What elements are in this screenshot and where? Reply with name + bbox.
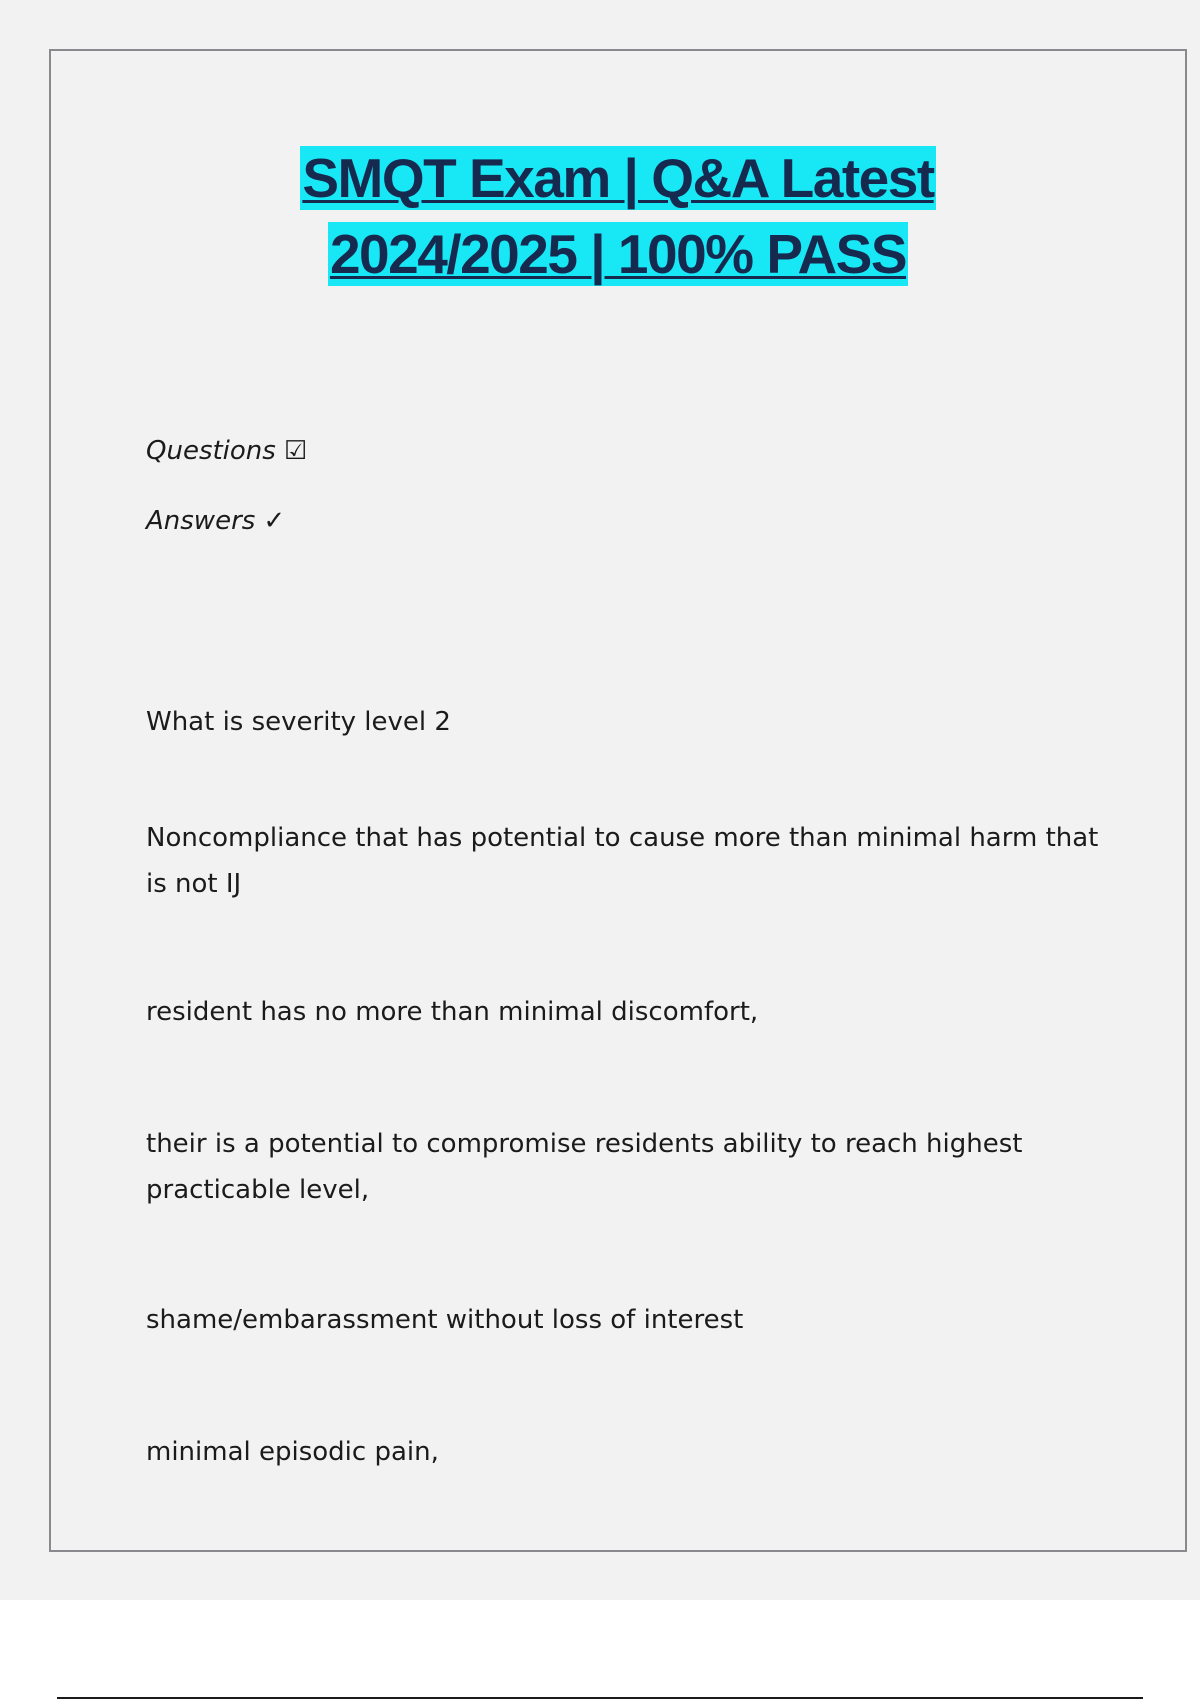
- answer-paragraph: shame/embarassment without loss of interest: [146, 1305, 744, 1335]
- answers-legend: [146, 506, 285, 536]
- answer-paragraph: their is a potential to compromise residents ability to reach highest practicable level,: [146, 1129, 1023, 1205]
- footer-divider: [57, 1697, 1143, 1699]
- questions-label: Questions: [146, 436, 276, 466]
- title-line-1: SMQT Exam | Q&A Latest: [302, 147, 934, 209]
- answers-label: Answers: [146, 506, 256, 536]
- answer-paragraph: Noncompliance that has potential to cause more than minimal harm that is not IJ: [146, 823, 1099, 899]
- document-title: [51, 146, 1185, 286]
- questions-legend: [146, 436, 307, 466]
- answer-paragraph: minimal episodic pain,: [146, 1437, 439, 1467]
- page-border: [49, 49, 1187, 1552]
- title-line-2: 2024/2025 | 100% PASS: [329, 223, 907, 285]
- question-text: What is severity level 2: [146, 707, 451, 737]
- checkbox-checked-icon: ☑: [283, 436, 308, 466]
- checkmark-icon: ✓: [263, 506, 286, 536]
- answer-paragraph: resident has no more than minimal discomfort,: [146, 997, 759, 1027]
